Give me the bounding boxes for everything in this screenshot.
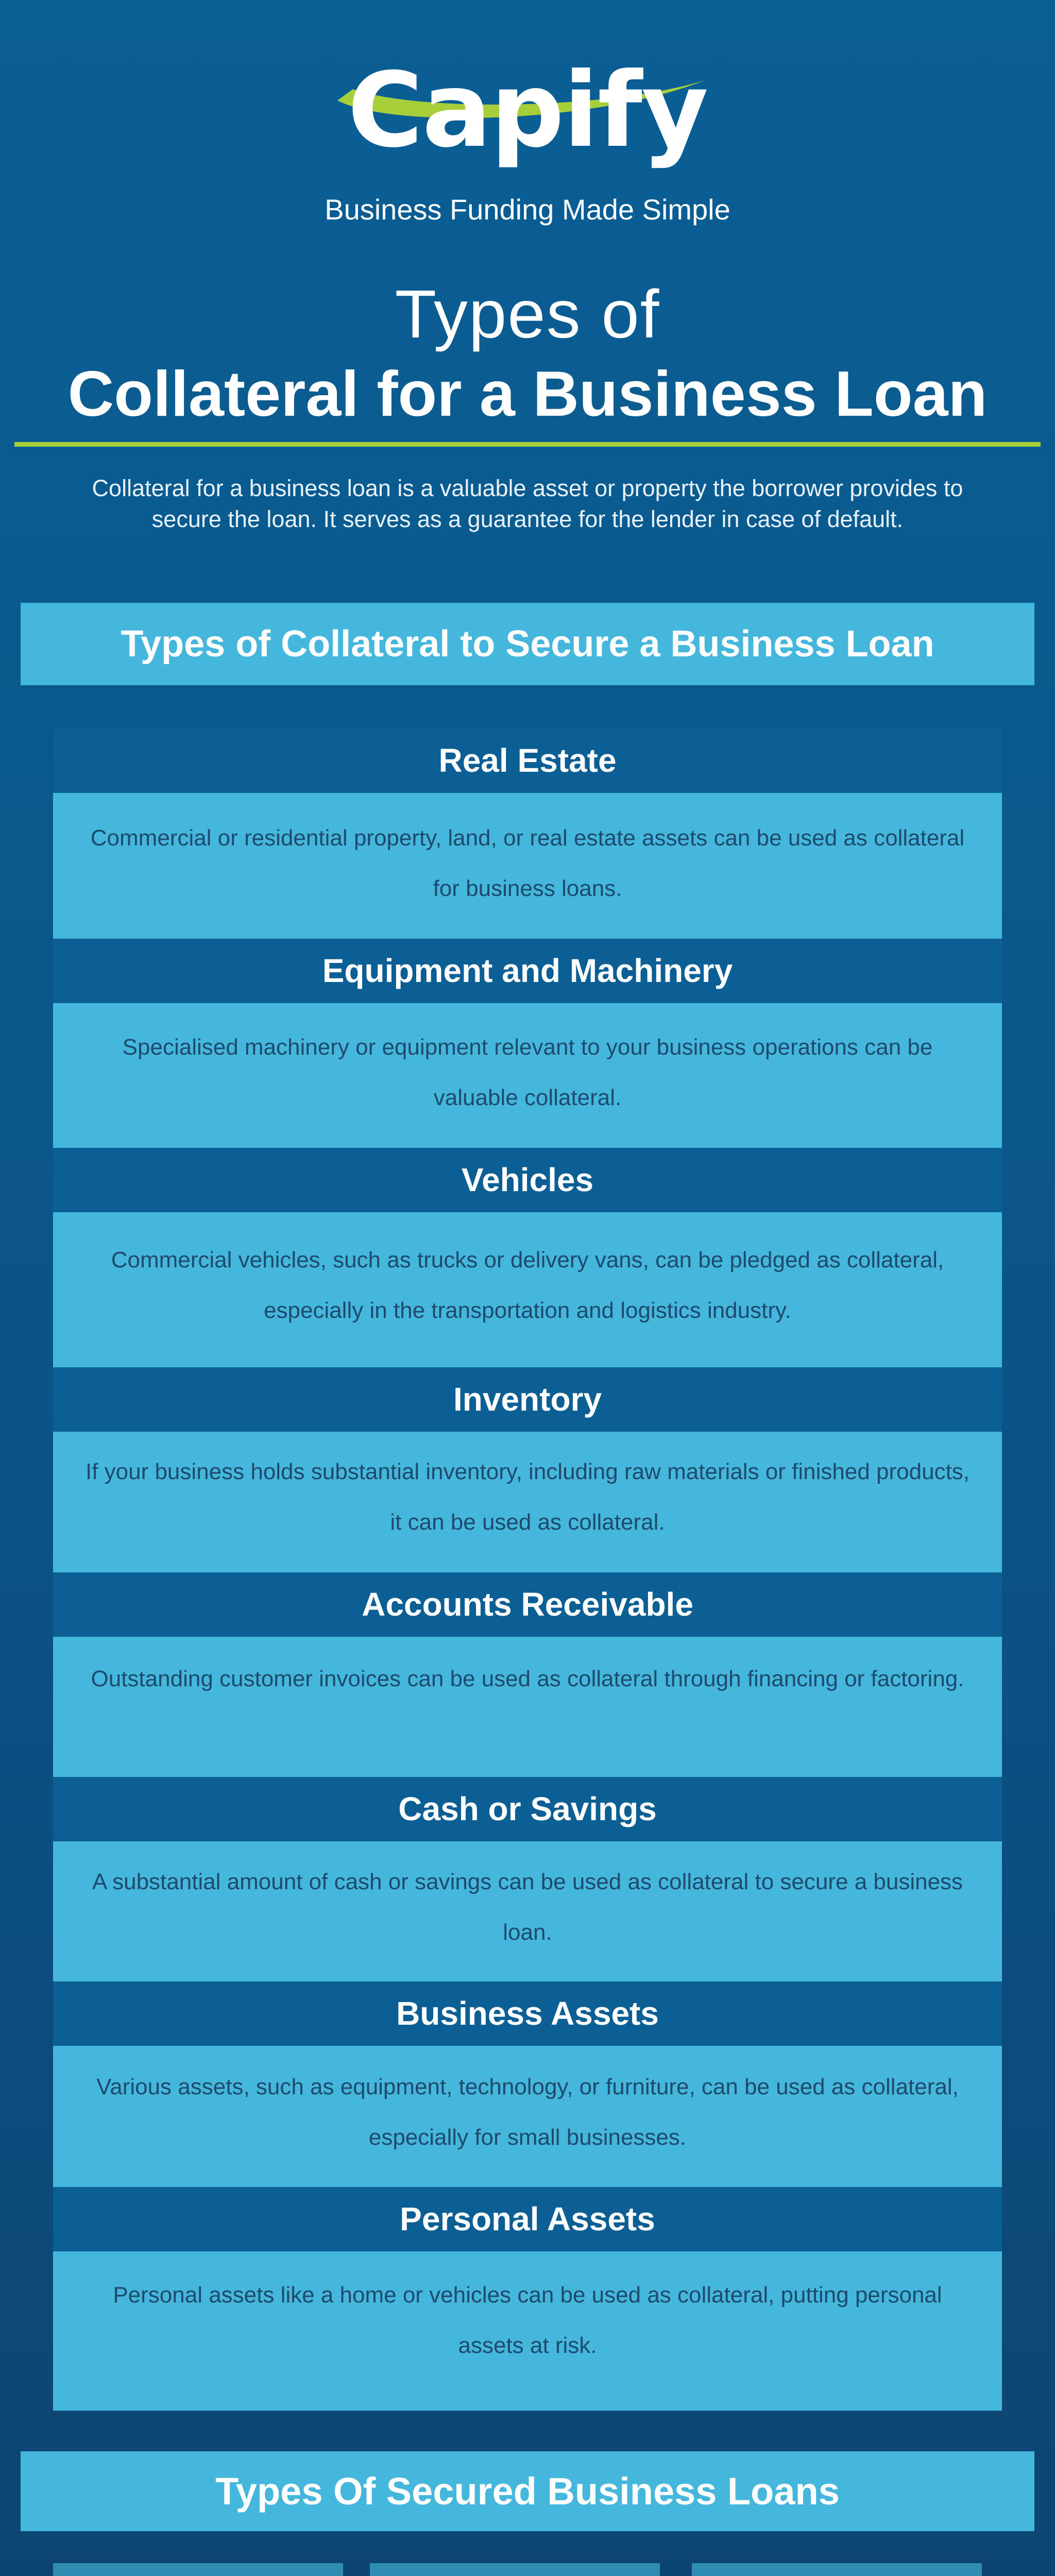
collateral-item-description: Commercial vehicles, such as trucks or delivery vans, can be pledged as collateral, especially in the transportation and logistics industry. <box>111 1247 944 1323</box>
brand-name: Capify <box>347 50 708 171</box>
collateral-item-title: Cash or Savings <box>53 1777 1002 1841</box>
collateral-item-title: Inventory <box>53 1367 1002 1432</box>
intro-text: Collateral for a business loan is a valuable asset or property the borrower provides to secure the loan. It serves as a guarantee for the lender in case of default. <box>92 475 963 532</box>
collateral-item-description: A substantial amount of cash or savings can be used as collateral to secure a business loan. <box>92 1869 963 1945</box>
brand-tagline: Business Funding Made Simple <box>325 193 730 226</box>
collateral-item-title: Vehicles <box>53 1148 1002 1212</box>
letter-of-credit-button[interactable] <box>692 2563 982 2576</box>
title-divider <box>14 442 1041 447</box>
page-title-line2: Collateral for a Business Loan <box>67 359 988 430</box>
merchant-cash-advance-button[interactable] <box>53 2563 343 2576</box>
collateral-item-title: Real Estate <box>53 728 1002 793</box>
collateral-item-description: Outstanding customer invoices can be used as collateral through financing or factoring. <box>91 1666 964 1691</box>
collateral-item-title: Accounts Receivable <box>53 1572 1002 1637</box>
collateral-item-description: Specialised machinery or equipment relevant to your business operations can be valuable collateral. <box>122 1035 933 1110</box>
collateral-item-description: Personal assets like a home or vehicles can be used as collateral, putting personal assets at risk. <box>113 2282 942 2358</box>
loans-section-heading: Types Of Secured Business Loans <box>21 2451 1034 2531</box>
collateral-item-description: Various assets, such as equipment, technology, or furniture, can be used as collateral, especially for small businesses. <box>96 2074 959 2150</box>
page-title-line1: Types of <box>395 276 660 352</box>
collateral-section-heading: Types of Collateral to Secure a Business Loan <box>21 603 1034 685</box>
collateral-item-title: Business Assets <box>53 1981 1002 2046</box>
collateral-item-title: Personal Assets <box>53 2187 1002 2251</box>
equipment-finance-button[interactable] <box>370 2563 660 2576</box>
collateral-item-description: If your business holds substantial inventory, including raw materials or finished products, it can be used as collateral. <box>85 1459 970 1535</box>
collateral-item-description: Commercial or residential property, land, or real estate assets can be used as collateral for business loans. <box>90 825 965 901</box>
collateral-item-title: Equipment and Machinery <box>53 939 1002 1003</box>
brand-logo <box>0 50 1055 171</box>
